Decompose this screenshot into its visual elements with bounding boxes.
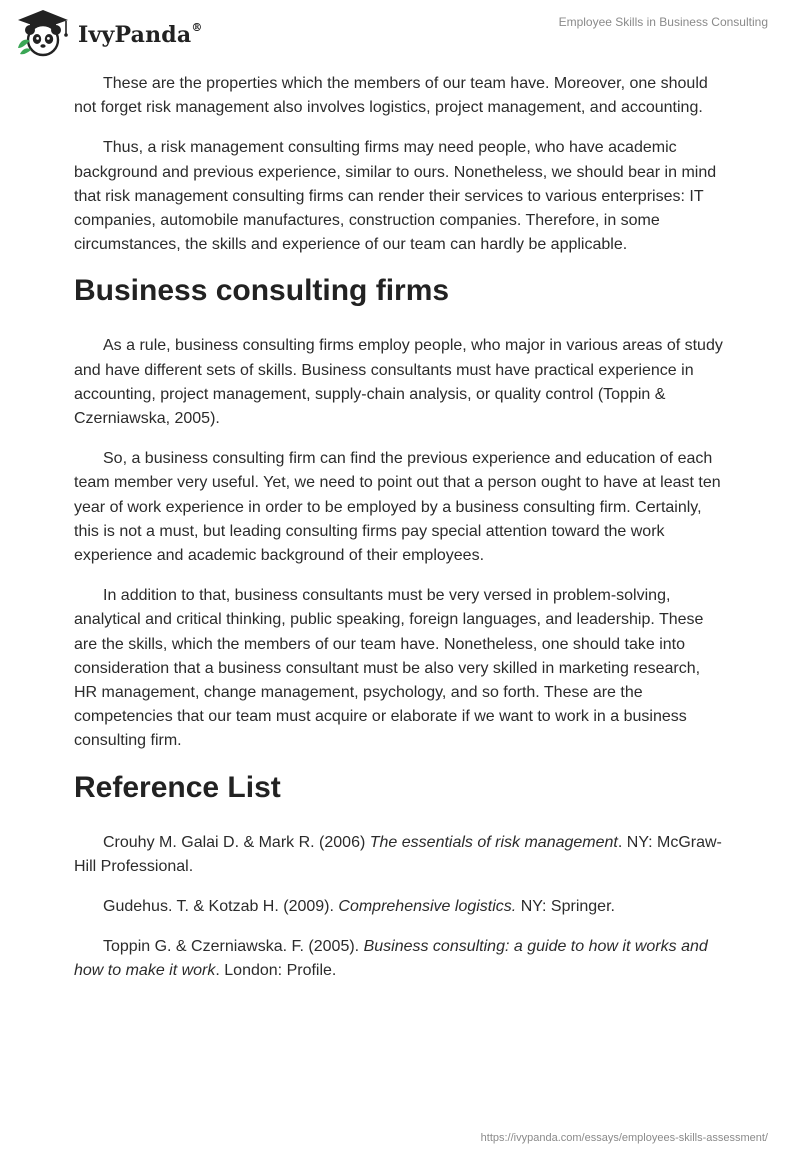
section-heading-reference-list: Reference List [74, 770, 281, 804]
reference-item: Crouhy M. Galai D. & Mark R. (2006) The essentials of risk management. NY: McGraw-Hill Professional. [74, 833, 722, 875]
page-header [0, 0, 800, 70]
paragraph: These are the properties which the members of our team have. Moreover, one should not forget risk management also involves logistics, project management, and accounting. [74, 75, 708, 117]
paragraph: So, a business consulting firm can find the previous experience and education of each team member very useful. Yet, we need to point out that a person ought to have at least ten year of work experience in order to be employed by a business consulting firm. Certainly, this is not a must, but leading consulting firms pay special attention toward the work experience and academic background of their employees. [74, 450, 721, 565]
panda-graduate-icon [14, 8, 72, 58]
paragraph: Thus, a risk management consulting firms may need people, who have academic background and previous experience, similar to ours. Nonetheless, we should bear in mind that risk management consulting firms can render their services to various enterprises: IT companies, automobile manufactures, construction companies. Therefore, in some circumstances, the skills and experience of our team can hardly be applicable. [74, 139, 717, 254]
paragraph: As a rule, business consulting firms employ people, who major in various areas of study and have different sets of skills. Business consultants must have practical experience in accounting, project management, supply-chain analysis, or quality control (Toppin & Czerniawska, 2005). [74, 337, 723, 428]
section-heading-business-consulting: Business consulting firms [74, 274, 450, 308]
paragraph: In addition to that, business consultants must be very versed in problem-solving, analytical and critical thinking, public speaking, foreign languages, and leadership. These are the skills, which the members of our team have. Nonetheless, one should take into consideration that a business consultant must be also very skilled in marketing research, HR management, change management, psychology, and so forth. These are the competencies that our team must acquire or elaborate if we want to work in a business consulting firm. [74, 587, 704, 750]
reference-item: Toppin G. & Czerniawska. F. (2005). Business consulting: a guide to how it works and how to make it work. London: Profile. [74, 938, 708, 980]
essay-body [74, 72, 726, 1000]
document-title: Employee Skills in Business Consulting [558, 15, 768, 29]
reference-item: Gudehus. T. & Kotzab H. (2009). Comprehensive logistics. NY: Springer. [103, 898, 615, 916]
ivypanda-logo[interactable] [14, 8, 204, 58]
logo-wordmark: IvyPanda® [78, 20, 203, 48]
source-url[interactable]: https://ivypanda.com/essays/employees-skills-assessment/ [480, 1132, 768, 1144]
